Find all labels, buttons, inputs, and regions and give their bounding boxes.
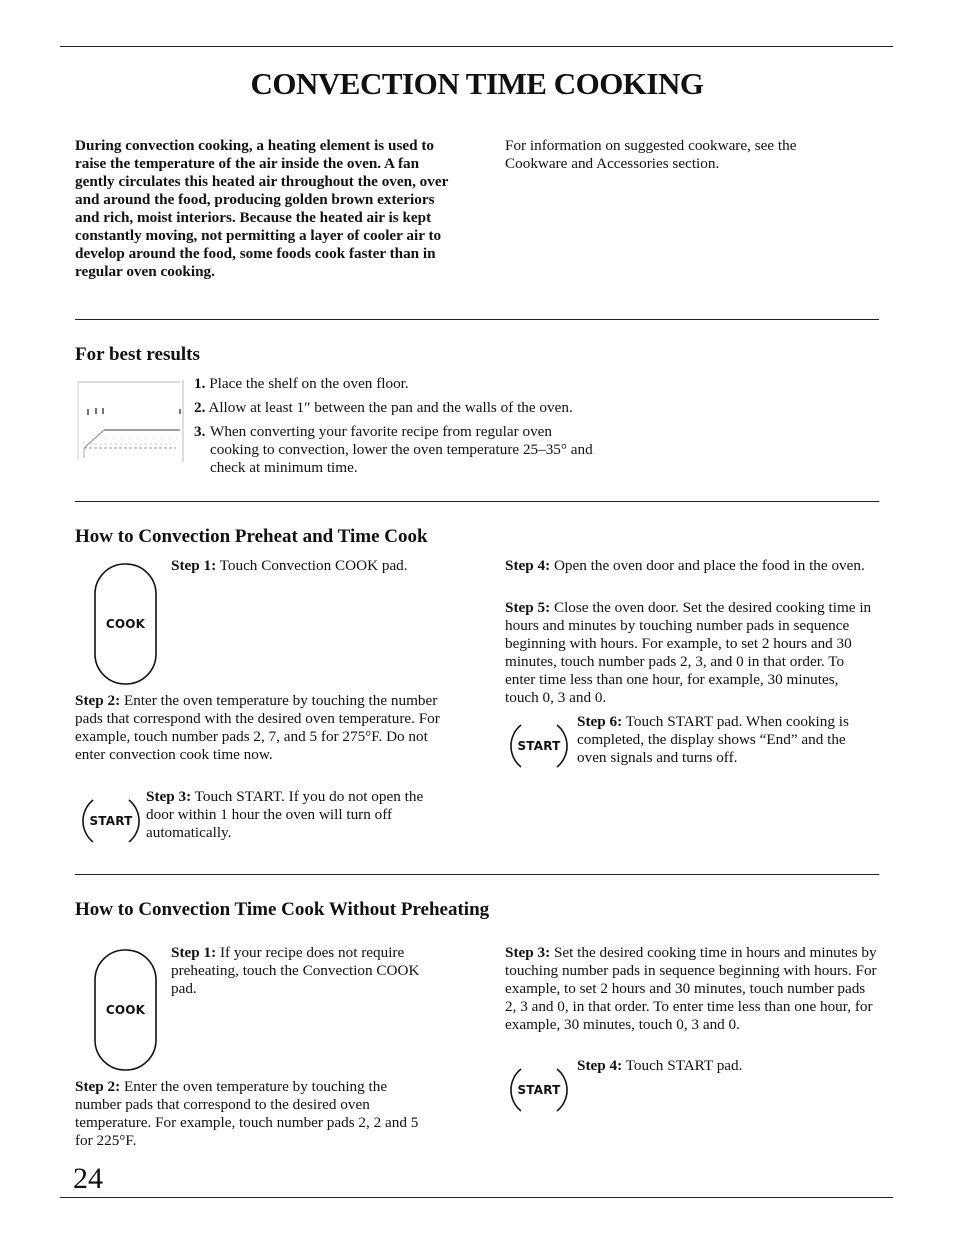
bottom-rule [60,1197,893,1198]
start-pad-icon: START [507,1061,571,1119]
section-divider [75,874,879,875]
section-divider [75,501,879,502]
intro-paragraph: During convection cooking, a heating element is used to raise the temperature of the air inside the oven. A fan gently circulates this heated air throughout the oven, over and around the food, producing golden brown exteriors and rich, moist interiors. Because the heated air is kept constantly moving, not permitting a layer of cooler air to develop around the food, some foods cook faster than in regular oven cooking. [75,137,449,280]
preheat-step-1: Step 1: Touch Convection COOK pad. [171,557,408,574]
preheat-step-2: Step 2: Enter the oven temperature by touching the number pads that correspond with the desired oven temperature. For example, touch number pads 2, 7, and 5 for 275°F. Do not enter convection cook time now. [75,692,440,763]
best-results-item-3: 3. When converting your favorite recipe from regular oven cooking to convection, lower the oven temperature 25–35° and check at minimum time. [194,423,593,476]
preheat-step-3: Step 3: Touch START. If you do not open the door within 1 hour the oven will turn off automatically. [146,788,424,841]
oven-shelf-illustration [76,378,186,464]
no-preheat-step-4: Step 4: Touch START pad. [577,1057,743,1074]
start-pad-icon: START [507,717,571,775]
start-pad-icon: START [79,792,143,850]
page-title: CONVECTION TIME COOKING [250,66,704,101]
no-preheat-step-3: Step 3: Set the desired cooking time in hours and minutes by touching number pads in sequence beginning with hours. For example, to set 2 hours and 30 minutes, touch number pads 2, 3 and 0, in that order. To enter time less than one hour, for example, 30 minutes, touch 0, 3 and 0. [505,944,877,1033]
preheat-step-5: Step 5: Close the oven door. Set the desired cooking time in hours and minutes by touching number pads in sequence beginning with hours. For example, to set 2 hours and 30 minutes, touch number pads 2, 3, and 0 in that order. To enter time less than one hour, for example, 30 minutes, touch 0, 3 and 0. [505,599,872,706]
top-rule [60,46,893,47]
page-number: 24 [73,1162,103,1195]
no-preheat-step-2: Step 2: Enter the oven temperature by touching the number pads that correspond to the desired oven temperature. For example, touch number pads 2, 2 and 5 for 225°F. [75,1078,419,1149]
preheat-step-6: Step 6: Touch START pad. When cooking is completed, the display shows “End” and the oven signals and turns off. [577,713,849,766]
best-results-heading: For best results [75,344,200,365]
preheat-heading: How to Convection Preheat and Time Cook [75,526,428,547]
section-divider [75,319,879,320]
no-preheat-heading: How to Convection Time Cook Without Preheating [75,899,490,920]
convection-cook-pad-icon: COOK [93,948,158,1072]
best-results-item-2: 2. Allow at least 1″ between the pan and the walls of the oven. [194,399,573,416]
convection-cook-pad-icon: COOK [93,562,158,686]
cookware-info-paragraph: For information on suggested cookware, see the Cookware and Accessories section. [505,137,797,172]
preheat-step-4: Step 4: Open the oven door and place the food in the oven. [505,557,865,574]
no-preheat-step-1: Step 1: If your recipe does not require preheating, touch the Convection COOK pad. [171,944,420,997]
best-results-item-1: 1. Place the shelf on the oven floor. [194,375,409,392]
